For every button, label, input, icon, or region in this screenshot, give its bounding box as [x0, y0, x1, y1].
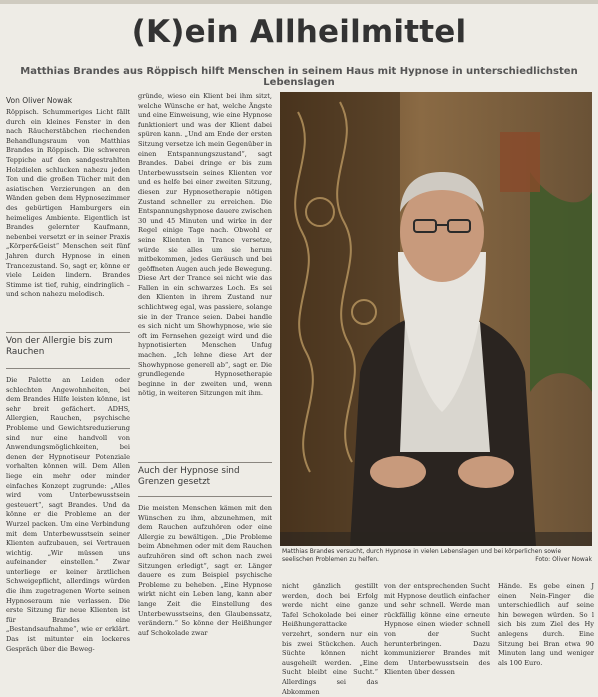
- body-text: Röppisch. Schummeriges Licht fällt durch ein kleines Fenster in den nach Räucherstäbchen riechenden Behandlungsraum von Matthias Brandes in Röppisch. Die schweren Teppiche auf den sandgestrahlten Holzdielen schlucken nahezu jeden Ton und die großen Tücher mit den asiatischen Verzierungen an den Wänden geben dem Hypnosezimmer des gebürtigen Hamburgers ein heimeliges Ambiente. Eigentlich ist Brandes gelernter Kaufmann, nebenbei versetzt er in seiner Praxis „Körper&Geist“ Menschen seit fünf Jahren durch Hypnose in einen Trancezustand. So, sagt er, könne er viele Leiden lindern. Brandes Stimme ist tief, ruhig, eindringlich – und schon nahezu melodisch.: [6, 108, 130, 299]
- top-rule: [0, 0, 598, 4]
- section-rule: [138, 462, 272, 463]
- section-rule: [138, 496, 272, 497]
- section-heading: Von der Allergie bis zum Rauchen: [6, 336, 113, 357]
- article-column-4: [384, 582, 490, 677]
- photo-credit: Foto: Oliver Nowak: [535, 556, 592, 563]
- photo-caption: Matthias Brandes versucht, durch Hypnose in vielen Lebenslagen und bei körperlichen sowie seelischen Problemen zu helfen.: [282, 548, 562, 564]
- article-column-5: [498, 582, 594, 674]
- article-column-3: [282, 582, 378, 696]
- section-rule: [6, 332, 130, 333]
- body-text: Die meisten Menschen kämen mit den Wünschen zu ihm, abzunehmen, mit dem Rauchen aufzuhören oder eine Allergie zu bewältigen. „Die Probleme beim Abnehmen oder mit dem Rauchen aufzuhören sind oft schon nach zwei Sitzungen erledigt“, sagt er. Länger dauere es zum Beispiel psychische Probleme zu beheben. „Eine Hypnose wirkt nicht ein Leben lang, kann aber lange Zeit die Einstellung des Unterbewusstseins, den Glaubenssatz, verändern.“ So könne der Heißhunger auf Schokolade zwar: [138, 504, 272, 637]
- body-text: nicht gänzlich gestillt werden, doch bei Erfolg werde nicht eine ganze Tafel Schokolade bei einer Heißhungerattacke verzehrt, sondern nur ein bis zwei Stückchen. Auch Süchte können nicht ausgeheilt werden. „Eine Sucht bleibt eine Sucht.“ Allerdings sei das Abkommen: [282, 582, 378, 696]
- byline: Von Oliver Nowak: [6, 96, 73, 105]
- article-column-1: [6, 108, 130, 330]
- article-column-2: [138, 92, 272, 460]
- section-heading: Auch der Hypnose sind Grenzen gesetzt: [138, 466, 240, 487]
- portrait-photo: [280, 92, 592, 546]
- subheadline: Matthias Brandes aus Röppisch hilft Menschen in seinem Haus mit Hypnose in unterschiedlichsten Lebenslagen: [20, 66, 578, 88]
- section-rule: [6, 368, 130, 369]
- body-text: von der entsprechenden Sucht mit Hypnose deutlich einfacher und sehr schnell. Werde man rückfällig könne eine erneute Hypnose einen wieder schnell von der Sucht herunterbringen. Dazu kommunizierer Brandes mit dem Unterbewusstsein des Klienten über dessen: [384, 582, 490, 677]
- body-text: Hände. Es gebe einen J einen Nein-Finger die unterschiedlich auf seine hin bewegen würden. So l sich bis zum Ziel des Hy anlegens durch. Eine Sitzung bei Bran etwa 90 Minuten lang und weniger als 100 Euro.: [498, 582, 594, 667]
- body-text: gründe, wieso ein Klient bei ihm sitzt, welche Wünsche er hat, welche Ängste und eine Einweisung, wie eine Hypnose funktioniert und was der Klient dabei spüren kann. „Und am Ende der ersten Sitzung versetze ich mein Gegenüber in einen Entspannungszustand“, sagt Brandes. Dabei dringe er bis zum Unterbewusstsein seines Klienten vor und es helfe bei einer zweiten Sitzung, diesen zur Hypnosetherapie nötigen Zustand schneller zu erreichen. Die Entspannungshypnose dauere zwischen 30 und 45 Minuten und wirke in der Regel einige Tage nach. Obwohl er seine Klienten in Trance versetze, würde sie alles um sie herum mitbekommen, jedes Geräusch und bei geöffneten Augen auch jede Bewegung. Diese Art der Trance sei nicht wie das Fallen in ein schwarzes Loch. Es sei den Klienten in ihrem Zustand nur schlichtweg egal, was passiere, solange sie in der Trance seien. Dabei handle es sich nicht um Showhypnose, wie sie oft im Fernsehen gezeigt wird und die hypnotisierten Menschen Unfug machen. „Ich lehne diese Art der Showhypnose generell ab“, sagt er. Die grundlegende Hypnosetherapie beginne in der zweiten und, wenn nötig, in weiteren Sitzungen mit ihm.: [138, 92, 273, 398]
- article-column-1b: [6, 376, 130, 672]
- body-text: Die Palette an Leiden oder schlechten Angewohnheiten, bei dem Brandes Hilfe leisten könne, ist sehr breit gefächert. ADHS, Allergien, Rauchen, psychische Probleme und Gewichtsreduzierung sind nur eine handvoll von Anwendungsmöglichkeiten, bei denen der Hypnotiseur Potenziale vorhalten können will. Dem Allen liege ein mehr oder minder einfaches Konzept zugrunde: „Alles wird vom Unterbewusstsein gesteuert“, sagt Brandes. Und da könne er die Probleme an der Wurzel packen. Um eine Verbindung mit dem Unterbewusstsein seiner Klienten aufzubauen, sei Vertrauen wichtig. „Wir müssen uns aufeinander einstellen.“ Zwar unterliege er keiner ärztlichen Schweigepflicht, allerdings würden die ihm zugetragenen Worte seinen Hypnoseraum nie verlassen. Die erste Sitzung für neue Klienten ist für Brandes eine „Bestandsaufnahme“, wie er erklärt. Das ist mitunter ein lockeres Gespräch über die Beweg-: [6, 376, 130, 653]
- article-column-2b: [138, 504, 272, 672]
- headline: (K)ein Allheilmittel: [131, 14, 467, 50]
